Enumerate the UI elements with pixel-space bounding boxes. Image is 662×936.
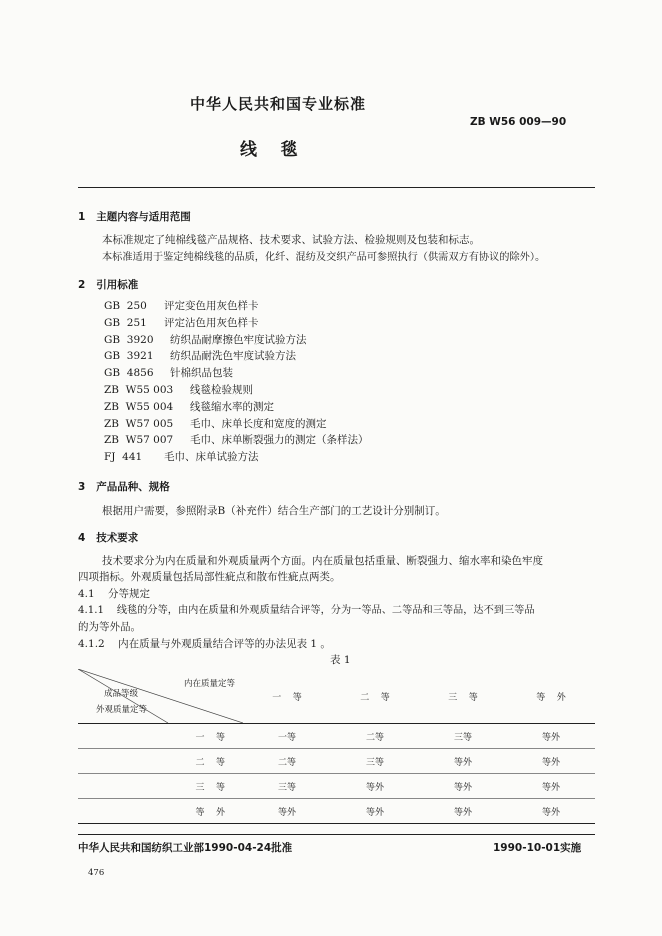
table-row (78, 749, 595, 774)
reference-title: 针棉织品包装 (170, 367, 233, 380)
standard-type: 中华人民共和国专业标准 (190, 95, 367, 113)
reference-item (104, 348, 369, 365)
reference-item (104, 449, 369, 466)
row-label: 一 等 (78, 724, 243, 749)
table-cell: 等外 (507, 749, 595, 774)
page-number: 476 (88, 868, 105, 878)
table-cell: 等外 (419, 799, 507, 824)
reference-code: FJ 441 (104, 451, 143, 464)
table-cell: 等外 (507, 774, 595, 799)
table-header-row (78, 669, 595, 724)
effective-date: 1990-10-01实施 (493, 842, 582, 854)
table-cell: 三等 (331, 749, 419, 774)
reference-code: ZB W57 007 (104, 434, 174, 447)
table-row (78, 724, 595, 749)
standard-code: ZB W56 009—90 (470, 116, 567, 128)
table-corner-cell (78, 669, 243, 724)
reference-title: 线毯检验规则 (190, 383, 253, 396)
section-4-paragraph-line-2: 四项指标。外观质量包括局部性疵点和散布性疵点两类。 (78, 571, 341, 583)
table-cell: 等外 (243, 799, 331, 824)
clause-4-1-2: 4.1.2 内在质量与外观质量结合评等的办法见表 1 。 (78, 638, 331, 650)
section-1-paragraph-2: 本标准适用于鉴定纯棉线毯的品质，化纤、混纺及交织产品可参照执行（供需双方有协议的除外）。 (102, 252, 546, 263)
row-label: 三 等 (78, 774, 243, 799)
reference-item (104, 365, 369, 382)
reference-code: GB 251 (104, 316, 147, 329)
reference-title: 评定沾色用灰色样卡 (164, 316, 259, 329)
reference-item (104, 298, 369, 315)
table-cell: 二等 (331, 724, 419, 749)
clause-4-1-1-line-1: 4.1.1 线毯的分等，由内在质量和外观质量结合评等，分为一等品、二等品和三等品，达不到三等品 (78, 605, 535, 616)
reference-item (104, 432, 369, 449)
corner-label-appearance: 外观质量定等 (96, 705, 148, 715)
document-title: 线 毯 (240, 140, 298, 160)
clause-4-1-1-line-2: 的为等外品。 (78, 621, 141, 633)
table-cell: 二等 (243, 749, 331, 774)
reference-item (104, 382, 369, 399)
clause-4-1: 4.1 分等规定 (78, 588, 151, 600)
section-1-heading: 1 主题内容与适用范围 (78, 211, 191, 223)
reference-title: 毛巾、床单长度和宽度的测定 (190, 417, 327, 430)
table-row (78, 774, 595, 799)
column-header: 一 等 (243, 669, 331, 724)
section-3-heading: 3 产品品种、规格 (78, 481, 170, 493)
reference-code: GB 3921 (104, 350, 154, 363)
reference-title: 评定变色用灰色样卡 (164, 300, 259, 312)
table-cell: 等外 (331, 774, 419, 799)
grading-table (78, 669, 595, 824)
table-cell: 等外 (331, 799, 419, 824)
table-cell: 一等 (243, 724, 331, 749)
section-4-paragraph-line-1: 技术要求分为内在质量和外观质量两个方面。内在质量包括重量、断裂强力、缩水率和染色牢度 (102, 555, 543, 567)
section-1-paragraph-1: 本标准规定了纯棉线毯产品规格、技术要求、试验方法、检验规则及包装和标志。 (102, 234, 480, 246)
table-cell: 等外 (507, 799, 595, 824)
reference-title: 线毯缩水率的测定 (190, 400, 274, 413)
row-label: 二 等 (78, 749, 243, 774)
reference-item (104, 315, 369, 332)
table-cell: 三等 (419, 724, 507, 749)
column-header: 三 等 (419, 669, 507, 724)
reference-code: GB 4856 (104, 367, 154, 380)
reference-title: 毛巾、床单试验方法 (164, 451, 259, 464)
column-header: 等 外 (507, 669, 595, 724)
column-header: 二 等 (331, 669, 419, 724)
section-2-heading: 2 引用标准 (78, 279, 139, 291)
footer-rule (78, 834, 595, 835)
reference-title: 纺织品耐洗色牢度试验方法 (170, 350, 296, 363)
reference-item (104, 399, 369, 416)
corner-label-grade: 成品等级 (104, 689, 139, 699)
row-label: 等 外 (78, 799, 243, 824)
reference-list (104, 298, 369, 466)
reference-code: ZB W57 005 (104, 417, 174, 430)
reference-code: ZB W55 003 (104, 383, 174, 396)
corner-label-intrinsic: 内在质量定等 (183, 679, 235, 689)
issuer-approval: 中华人民共和国纺织工业部1990-04-24批准 (78, 842, 293, 854)
table-row (78, 799, 595, 824)
table-cell: 三等 (243, 774, 331, 799)
header-rule (78, 187, 595, 188)
section-3-paragraph: 根据用户需要，参照附录B（补充件）结合生产部门的工艺设计分别制订。 (102, 505, 446, 517)
table-cell: 等外 (507, 724, 595, 749)
reference-item (104, 416, 369, 433)
section-4-heading: 4 技术要求 (78, 532, 139, 544)
table-caption: 表 1 (330, 654, 351, 666)
reference-code: ZB W55 004 (104, 400, 174, 413)
reference-code: GB 250 (104, 300, 147, 312)
reference-item (104, 332, 369, 349)
reference-title: 纺织品耐摩擦色牢度试验方法 (170, 333, 307, 346)
table-cell: 等外 (419, 774, 507, 799)
reference-code: GB 3920 (104, 333, 154, 346)
table-cell: 等外 (419, 749, 507, 774)
reference-title: 毛巾、床单断裂强力的测定（条样法） (190, 434, 369, 447)
